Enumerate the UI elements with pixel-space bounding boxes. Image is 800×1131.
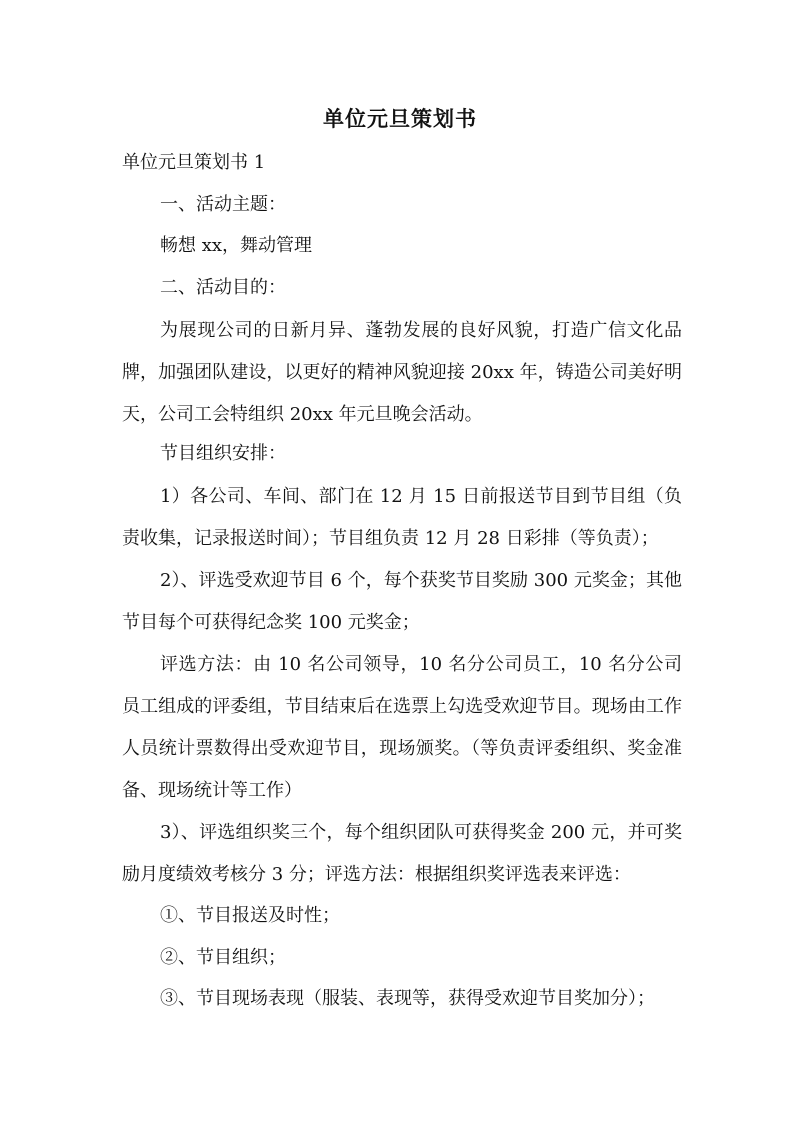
criteria-1: ①、节目报送及时性；: [160, 905, 340, 926]
arrangement-heading: 节目组织安排：: [160, 443, 286, 464]
purpose-paragraph: 为展现公司的日新月异、蓬勃发展的良好风貌，打造广信文化品牌，加强团队建设，以更好的精神风貌迎接 20xx 年，铸造公司美好明天，公司工会特组织 20xx 年元旦晚会活动。: [122, 320, 682, 425]
document-title: 单位元旦策划书: [323, 106, 477, 131]
document-subtitle: 单位元旦策划书 1: [122, 152, 266, 173]
heading-theme: 一、活动主题：: [160, 194, 286, 215]
heading-purpose: 二、活动目的：: [160, 277, 286, 298]
arrangement-item-2: 2）、评选受欢迎节目 6 个，每个获奖节目奖励 300 元奖金；其他节目每个可获得纪念奖 100 元奖金；: [122, 570, 682, 633]
theme-text: 畅想 xx，舞动管理: [160, 235, 313, 256]
criteria-3: ③、节目现场表现（服装、表现等，获得受欢迎节目奖加分）；: [160, 988, 655, 1009]
selection-method-paragraph: 评选方法：由 10 名公司领导，10 名分公司员工，10 名分公司员工组成的评委组，节目结束后在选票上勾选受欢迎节目。现场由工作人员统计票数得出受欢迎节目，现场颁奖。（等负责评委组织、奖金准备、现场统计等工作）: [122, 654, 682, 801]
arrangement-item-1: 1）各公司、车间、部门在 12 月 15 日前报送节目到节目组（负责收集，记录报送时间）；节目组负责 12 月 28 日彩排（等负责）；: [122, 486, 682, 549]
criteria-2: ②、节目组织；: [160, 947, 286, 968]
arrangement-item-3: 3）、评选组织奖三个，每个组织团队可获得奖金 200 元，并可奖励月度绩效考核分 3 分；评选方法：根据组织奖评选表来评选：: [122, 822, 682, 885]
